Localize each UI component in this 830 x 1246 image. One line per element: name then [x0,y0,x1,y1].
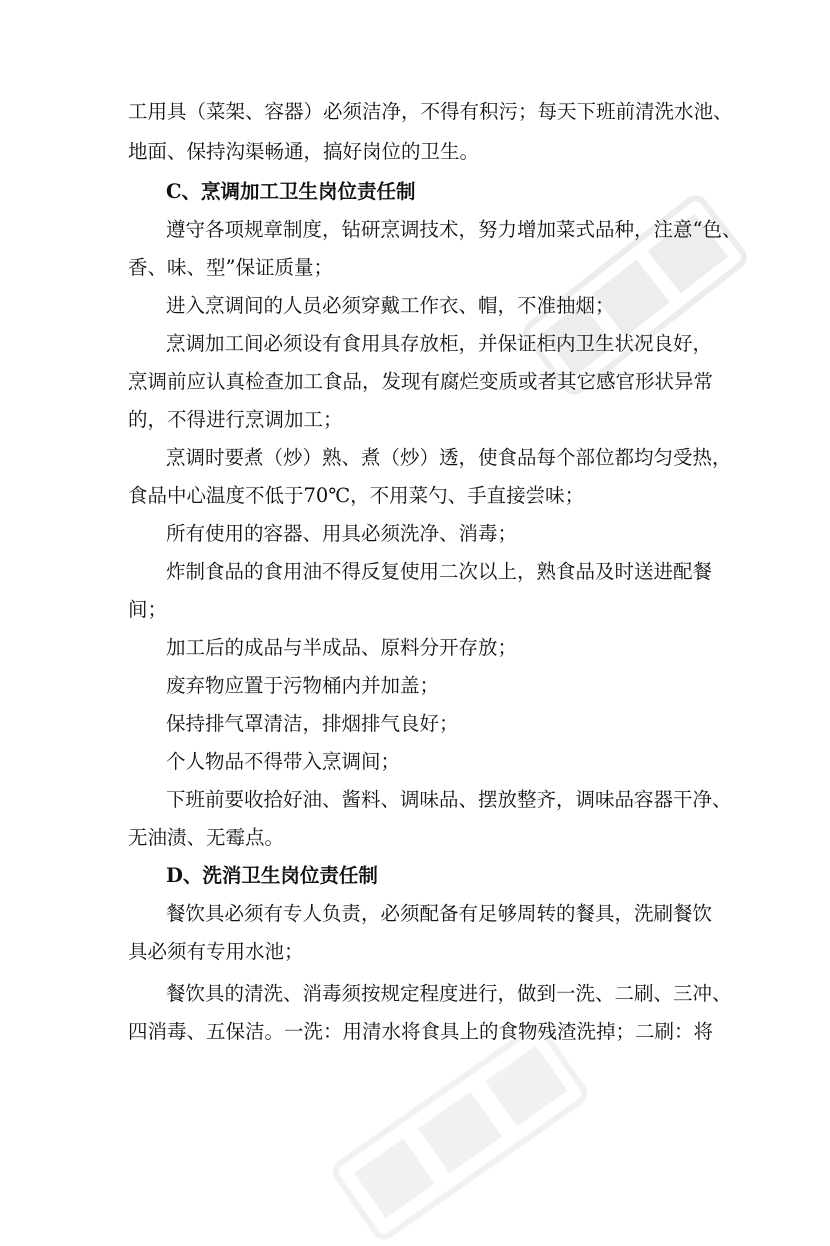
paragraph-line: 餐饮具的清洗、消毒须按规定程度进行，做到一洗、二刷、三冲、 [166,982,732,1005]
paragraph-line: 烹调加工间必须设有食用具存放柜，并保证柜内卫生状况良好， [166,332,713,355]
paragraph-line: 遵守各项规章制度，钻研烹调技术，努力增加菜式品种，注意“色、 [166,218,742,241]
watermark-logo-bottom [326,1019,593,1246]
paragraph-line: 下班前要收拾好油、酱料、调味品、摆放整齐，调味品容器干净、 [166,788,732,811]
paragraph-line: 餐饮具必须有专人负责，必须配备有足够周转的餐具，洗刷餐饮 [166,902,713,925]
paragraph-line: 无油渍、无霉点。 [128,826,285,849]
paragraph-line: 废弃物应置于污物桶内并加盖； [166,674,440,697]
paragraph-line: 四消毒、五保洁。一洗：用清水将食具上的食物残渣洗掉；二刷：将 [128,1020,714,1043]
paragraph-line: 烹调前应认真检查加工食品，发现有腐烂变质或者其它感官形状异常 [128,370,714,393]
paragraph-line: 具必须有专用水池； [128,940,304,963]
paragraph-line: 炸制食品的食用油不得反复使用二次以上，熟食品及时送进配餐 [166,560,713,583]
paragraph-line: 工用具（菜架、容器）必须洁净，不得有积污；每天下班前清洗水池、 [128,100,733,123]
paragraph-line: 保持排气罩清洁，排烟排气良好； [166,712,459,735]
section-heading-c: C、烹调加工卫生岗位责任制 [166,180,416,203]
paragraph-line: 加工后的成品与半成品、原料分开存放； [166,636,518,659]
paragraph-line: 所有使用的容器、用具必须洗净、消毒； [166,522,518,545]
paragraph-line: 地面、保持沟渠畅通，搞好岗位的卫生。 [128,140,480,163]
paragraph-line: 的，不得进行烹调加工； [128,408,343,431]
paragraph-line: 香、味、型”保证质量； [128,256,333,279]
paragraph-line: 个人物品不得带入烹调间； [166,750,401,773]
paragraph-line: 进入烹调间的人员必须穿戴工作衣、帽，不准抽烟； [166,294,615,317]
paragraph-line: 间； [128,598,168,621]
section-heading-d: D、洗消卫生岗位责任制 [166,864,378,887]
paragraph-line: 食品中心温度不低于70℃，不用菜勺、手直接尝味； [128,484,585,507]
paragraph-line: 烹调时要煮（炒）熟、煮（炒）透，使食品每个部位都均匀受热， [166,446,732,469]
